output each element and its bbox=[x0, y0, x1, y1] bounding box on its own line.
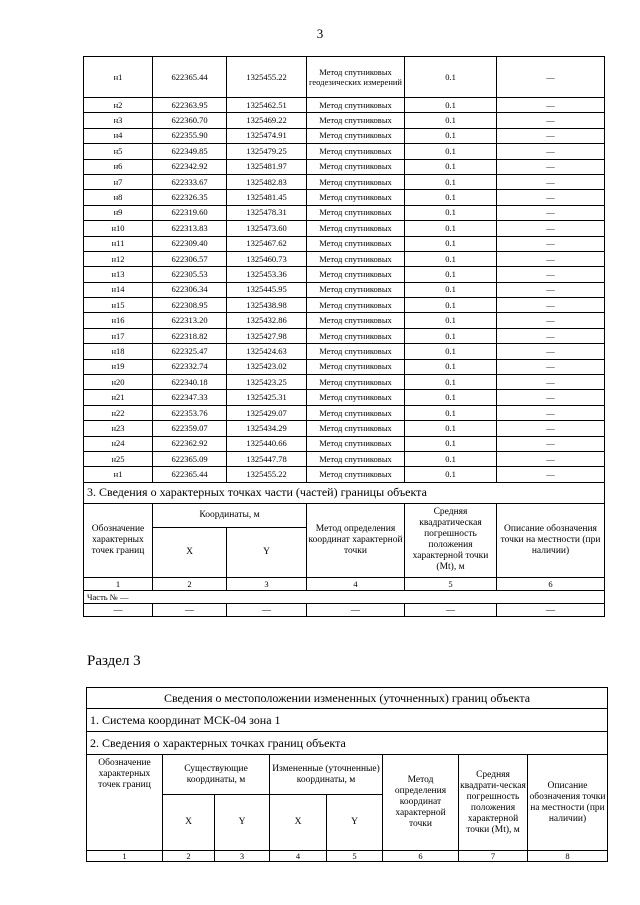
cell-acc: 0.1 bbox=[405, 57, 497, 98]
col-number: 3 bbox=[227, 577, 307, 590]
table-row bbox=[84, 128, 605, 143]
cell-y: 1325455.22 bbox=[227, 467, 307, 482]
cell-method: Метод спутниковых bbox=[307, 128, 405, 143]
cell-method: Метод спутниковых bbox=[307, 98, 405, 113]
cell-desc: — bbox=[497, 221, 605, 236]
cell-x: 622363.95 bbox=[153, 98, 227, 113]
cell-acc: 0.1 bbox=[405, 128, 497, 143]
cell-y: 1325424.63 bbox=[227, 344, 307, 359]
col-number: 2 bbox=[153, 577, 227, 590]
cell-desc: — bbox=[497, 57, 605, 98]
cell-acc: 0.1 bbox=[405, 221, 497, 236]
cell-acc: 0.1 bbox=[405, 390, 497, 405]
cell-point: н15 bbox=[84, 298, 153, 313]
cell-x: 622362.92 bbox=[153, 436, 227, 451]
cell-acc: 0.1 bbox=[405, 174, 497, 189]
cell-method: Метод спутниковых геодезических измерений bbox=[307, 57, 405, 98]
cell-method: Метод спутниковых bbox=[307, 390, 405, 405]
header-accuracy: Средняя квадратическая погрешность положения характерной точки (Мt), м bbox=[405, 503, 497, 577]
cell-y: 1325481.45 bbox=[227, 190, 307, 205]
header-point: Обозначение характерных точек границ bbox=[87, 755, 163, 851]
header-x-changed: X bbox=[270, 795, 327, 851]
cell-x: 622306.57 bbox=[153, 251, 227, 266]
dash-cell: — bbox=[227, 603, 307, 616]
part-label: Часть № — bbox=[84, 590, 605, 603]
cell-x: 622360.70 bbox=[153, 113, 227, 128]
dash-cell: — bbox=[84, 603, 153, 616]
cell-acc: 0.1 bbox=[405, 467, 497, 482]
cell-x: 622309.40 bbox=[153, 236, 227, 251]
cell-desc: — bbox=[497, 267, 605, 282]
col-number: 6 bbox=[383, 851, 459, 862]
cell-x: 622326.35 bbox=[153, 190, 227, 205]
cell-y: 1325425.31 bbox=[227, 390, 307, 405]
dash-cell: — bbox=[497, 603, 605, 616]
cell-method: Метод спутниковых bbox=[307, 159, 405, 174]
cell-acc: 0.1 bbox=[405, 313, 497, 328]
cell-desc: — bbox=[497, 298, 605, 313]
table-row bbox=[84, 298, 605, 313]
cell-point: н22 bbox=[84, 405, 153, 420]
cell-y: 1325453.36 bbox=[227, 267, 307, 282]
cell-desc: — bbox=[497, 467, 605, 482]
cell-acc: 0.1 bbox=[405, 205, 497, 220]
header-description: Описание обозначения точки на местности (при наличии) bbox=[528, 755, 608, 851]
header-accuracy: Средняя квадрати-ческая погрешность положения характерной точки (Мt), м bbox=[459, 755, 528, 851]
cell-point: н14 bbox=[84, 282, 153, 297]
dash-cell: — bbox=[405, 603, 497, 616]
cell-x: 622349.85 bbox=[153, 144, 227, 159]
header-changed: Измененные (уточненные) координаты, м bbox=[270, 755, 383, 795]
cell-point: н6 bbox=[84, 159, 153, 174]
cell-acc: 0.1 bbox=[405, 436, 497, 451]
cell-y: 1325434.29 bbox=[227, 421, 307, 436]
cell-point: н13 bbox=[84, 267, 153, 282]
cell-method: Метод спутниковых bbox=[307, 328, 405, 343]
cell-acc: 0.1 bbox=[405, 344, 497, 359]
cell-x: 622333.67 bbox=[153, 174, 227, 189]
cell-desc: — bbox=[497, 328, 605, 343]
cell-acc: 0.1 bbox=[405, 375, 497, 390]
cell-x: 622340.18 bbox=[153, 375, 227, 390]
cell-point: н10 bbox=[84, 221, 153, 236]
cell-desc: — bbox=[497, 344, 605, 359]
cell-point: н7 bbox=[84, 174, 153, 189]
cell-acc: 0.1 bbox=[405, 405, 497, 420]
header-method: Метод определения координат характерной точки bbox=[307, 503, 405, 577]
col-number: 2 bbox=[163, 851, 215, 862]
table-row bbox=[84, 467, 605, 482]
cell-y: 1325427.98 bbox=[227, 328, 307, 343]
cell-desc: — bbox=[497, 451, 605, 466]
cell-method: Метод спутниковых bbox=[307, 344, 405, 359]
table-row bbox=[84, 251, 605, 266]
cell-method: Метод спутниковых bbox=[307, 436, 405, 451]
table-row bbox=[84, 405, 605, 420]
table-title: Сведения о местоположении измененных (уточненных) границ объекта bbox=[87, 688, 608, 709]
cell-method: Метод спутниковых bbox=[307, 451, 405, 466]
cell-point: н20 bbox=[84, 375, 153, 390]
cell-y: 1325469.22 bbox=[227, 113, 307, 128]
cell-acc: 0.1 bbox=[405, 282, 497, 297]
cell-desc: — bbox=[497, 390, 605, 405]
header-x-existing: X bbox=[163, 795, 215, 851]
table-row bbox=[84, 113, 605, 128]
cell-x: 622325.47 bbox=[153, 344, 227, 359]
cell-method: Метод спутниковых bbox=[307, 282, 405, 297]
cell-y: 1325432.86 bbox=[227, 313, 307, 328]
cell-point: н1 bbox=[84, 467, 153, 482]
cell-y: 1325462.51 bbox=[227, 98, 307, 113]
cell-x: 622319.60 bbox=[153, 205, 227, 220]
table-row bbox=[84, 57, 605, 98]
cell-desc: — bbox=[497, 236, 605, 251]
col-number: 4 bbox=[307, 577, 405, 590]
cell-x: 622313.20 bbox=[153, 313, 227, 328]
section-3-title: 3. Сведения о характерных точках части (частей) границы объекта bbox=[84, 482, 605, 503]
cell-acc: 0.1 bbox=[405, 98, 497, 113]
cell-desc: — bbox=[497, 205, 605, 220]
cell-desc: — bbox=[497, 375, 605, 390]
cell-point: н3 bbox=[84, 113, 153, 128]
cell-method: Метод спутниковых bbox=[307, 113, 405, 128]
table-row bbox=[84, 236, 605, 251]
cell-desc: — bbox=[497, 144, 605, 159]
cell-method: Метод спутниковых bbox=[307, 221, 405, 236]
section-heading: Раздел 3 bbox=[87, 653, 141, 669]
cell-acc: 0.1 bbox=[405, 113, 497, 128]
cell-y: 1325467.62 bbox=[227, 236, 307, 251]
table-row bbox=[84, 267, 605, 282]
boundary-points-table bbox=[83, 56, 605, 617]
table-row bbox=[84, 98, 605, 113]
cell-point: н12 bbox=[84, 251, 153, 266]
table-row bbox=[84, 205, 605, 220]
table-row bbox=[84, 144, 605, 159]
cell-x: 622355.90 bbox=[153, 128, 227, 143]
cell-method: Метод спутниковых bbox=[307, 405, 405, 420]
cell-desc: — bbox=[497, 174, 605, 189]
cell-y: 1325460.73 bbox=[227, 251, 307, 266]
cell-point: н21 bbox=[84, 390, 153, 405]
cell-desc: — bbox=[497, 282, 605, 297]
col-number: 3 bbox=[215, 851, 270, 862]
header-y-existing: Y bbox=[215, 795, 270, 851]
col-number: 1 bbox=[84, 577, 153, 590]
cell-x: 622365.09 bbox=[153, 451, 227, 466]
cell-x: 622313.83 bbox=[153, 221, 227, 236]
cell-desc: — bbox=[497, 128, 605, 143]
cell-x: 622353.76 bbox=[153, 405, 227, 420]
header-existing: Существующие координаты, м bbox=[163, 755, 270, 795]
col-number: 1 bbox=[87, 851, 163, 862]
cell-method: Метод спутниковых bbox=[307, 359, 405, 374]
cell-y: 1325473.60 bbox=[227, 221, 307, 236]
header-y: Y bbox=[227, 527, 307, 577]
cell-x: 622308.95 bbox=[153, 298, 227, 313]
dash-cell: — bbox=[153, 603, 227, 616]
cell-point: н8 bbox=[84, 190, 153, 205]
cell-x: 622342.92 bbox=[153, 159, 227, 174]
cell-desc: — bbox=[497, 405, 605, 420]
cell-point: н23 bbox=[84, 421, 153, 436]
header-description: Описание обозначения точки на местности (при наличии) bbox=[497, 503, 605, 577]
table-row bbox=[84, 190, 605, 205]
cell-y: 1325455.22 bbox=[227, 57, 307, 98]
cell-x: 622365.44 bbox=[153, 467, 227, 482]
cell-desc: — bbox=[497, 313, 605, 328]
cell-y: 1325482.83 bbox=[227, 174, 307, 189]
cell-desc: — bbox=[497, 113, 605, 128]
cell-y: 1325423.02 bbox=[227, 359, 307, 374]
cell-point: н19 bbox=[84, 359, 153, 374]
cell-method: Метод спутниковых bbox=[307, 251, 405, 266]
cell-point: н1 bbox=[84, 57, 153, 98]
cell-method: Метод спутниковых bbox=[307, 375, 405, 390]
cell-x: 622347.33 bbox=[153, 390, 227, 405]
cell-acc: 0.1 bbox=[405, 236, 497, 251]
table-row bbox=[84, 221, 605, 236]
cell-method: Метод спутниковых bbox=[307, 421, 405, 436]
cell-acc: 0.1 bbox=[405, 159, 497, 174]
cell-point: н2 bbox=[84, 98, 153, 113]
cell-x: 622332.74 bbox=[153, 359, 227, 374]
cell-y: 1325445.95 bbox=[227, 282, 307, 297]
table-row bbox=[84, 344, 605, 359]
cell-acc: 0.1 bbox=[405, 251, 497, 266]
cell-method: Метод спутниковых bbox=[307, 267, 405, 282]
cell-x: 622359.07 bbox=[153, 421, 227, 436]
cell-method: Метод спутниковых bbox=[307, 205, 405, 220]
cell-y: 1325479.25 bbox=[227, 144, 307, 159]
cell-acc: 0.1 bbox=[405, 421, 497, 436]
table-row bbox=[84, 159, 605, 174]
cell-desc: — bbox=[497, 359, 605, 374]
table-row bbox=[84, 421, 605, 436]
header-coords: Координаты, м bbox=[153, 503, 307, 527]
col-number: 6 bbox=[497, 577, 605, 590]
cell-method: Метод спутниковых bbox=[307, 313, 405, 328]
cell-y: 1325478.31 bbox=[227, 205, 307, 220]
cell-method: Метод спутниковых bbox=[307, 174, 405, 189]
cell-method: Метод спутниковых bbox=[307, 467, 405, 482]
table-row bbox=[84, 390, 605, 405]
cell-method: Метод спутниковых bbox=[307, 236, 405, 251]
table-row bbox=[84, 313, 605, 328]
table-row bbox=[84, 359, 605, 374]
cell-acc: 0.1 bbox=[405, 298, 497, 313]
cell-x: 622305.53 bbox=[153, 267, 227, 282]
col-number: 5 bbox=[405, 577, 497, 590]
cell-point: н17 bbox=[84, 328, 153, 343]
cell-x: 622318.82 bbox=[153, 328, 227, 343]
cell-point: н5 bbox=[84, 144, 153, 159]
header-method: Метод определения координат характерной точки bbox=[383, 755, 459, 851]
cell-method: Метод спутниковых bbox=[307, 144, 405, 159]
table-row bbox=[84, 436, 605, 451]
header-x: X bbox=[153, 527, 227, 577]
cell-y: 1325423.25 bbox=[227, 375, 307, 390]
cell-desc: — bbox=[497, 436, 605, 451]
cell-y: 1325447.78 bbox=[227, 451, 307, 466]
cell-acc: 0.1 bbox=[405, 359, 497, 374]
dash-cell: — bbox=[307, 603, 405, 616]
cell-y: 1325440.66 bbox=[227, 436, 307, 451]
header-point: Обозначение характерных точек границ bbox=[84, 503, 153, 577]
table-row bbox=[84, 375, 605, 390]
cell-point: н9 bbox=[84, 205, 153, 220]
cell-desc: — bbox=[497, 159, 605, 174]
header-y-changed: Y bbox=[327, 795, 383, 851]
table-row bbox=[84, 174, 605, 189]
cell-method: Метод спутниковых bbox=[307, 190, 405, 205]
cell-y: 1325438.98 bbox=[227, 298, 307, 313]
coordinate-system: 1. Система координат МСК-04 зона 1 bbox=[87, 709, 608, 732]
cell-y: 1325481.97 bbox=[227, 159, 307, 174]
points-section-title: 2. Сведения о характерных точках границ объекта bbox=[87, 732, 608, 755]
cell-desc: — bbox=[497, 98, 605, 113]
cell-desc: — bbox=[497, 421, 605, 436]
cell-method: Метод спутниковых bbox=[307, 298, 405, 313]
cell-acc: 0.1 bbox=[405, 190, 497, 205]
changed-boundaries-table bbox=[86, 687, 608, 862]
col-number: 8 bbox=[528, 851, 608, 862]
cell-y: 1325474.91 bbox=[227, 128, 307, 143]
table-row bbox=[84, 282, 605, 297]
table-row bbox=[84, 451, 605, 466]
cell-point: н24 bbox=[84, 436, 153, 451]
cell-desc: — bbox=[497, 190, 605, 205]
cell-desc: — bbox=[497, 251, 605, 266]
cell-point: н18 bbox=[84, 344, 153, 359]
cell-acc: 0.1 bbox=[405, 144, 497, 159]
cell-x: 622365.44 bbox=[153, 57, 227, 98]
col-number: 5 bbox=[327, 851, 383, 862]
cell-point: н25 bbox=[84, 451, 153, 466]
cell-point: н16 bbox=[84, 313, 153, 328]
cell-x: 622306.34 bbox=[153, 282, 227, 297]
cell-point: н4 bbox=[84, 128, 153, 143]
page-number: 3 bbox=[316, 26, 324, 41]
table-row bbox=[84, 328, 605, 343]
cell-acc: 0.1 bbox=[405, 451, 497, 466]
cell-acc: 0.1 bbox=[405, 328, 497, 343]
col-number: 7 bbox=[459, 851, 528, 862]
cell-acc: 0.1 bbox=[405, 267, 497, 282]
cell-y: 1325429.07 bbox=[227, 405, 307, 420]
col-number: 4 bbox=[270, 851, 327, 862]
cell-point: н11 bbox=[84, 236, 153, 251]
